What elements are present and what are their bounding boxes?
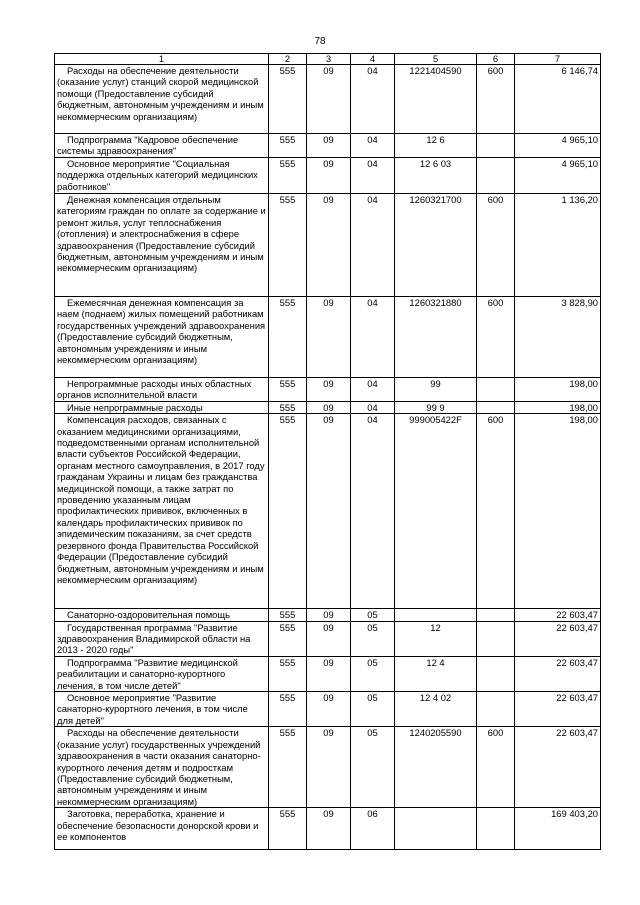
- row-amount-cell: 4 965,10: [515, 134, 601, 158]
- row-expense-type-cell: [477, 378, 515, 402]
- row-target-code-cell: [395, 808, 477, 850]
- column-header: 4: [351, 54, 395, 65]
- row-section-cell: 09: [307, 808, 351, 850]
- row-target-code-cell: 1240205590: [395, 727, 477, 808]
- row-expense-type-cell: 600: [477, 727, 515, 808]
- column-number-row: [55, 54, 601, 65]
- table-row: [55, 194, 601, 297]
- row-ved-cell: 555: [269, 194, 307, 297]
- row-expense-type-cell: [477, 158, 515, 194]
- row-name-cell: Компенсация расходов, связанных с оказанием медицинскими организациями, подведомственными органам исполнительной власти субъектов Российской Федерации, органам местного самоуправления, в 2017 году гражданам Украины и лицам без гражданства медицинской помощи, а также затрат по проведению указанным лицам профилактических прививок, включенных в календарь профилактических прививок по эпидемическим показаниям, за счет средств резервного фонда Правительства Российской Федерации (Предоставление субсидий бюджетным, автономным учреждениям и иным некоммерческим организациям): [55, 414, 269, 609]
- table-row: [55, 609, 601, 621]
- table-row: [55, 378, 601, 402]
- column-header: 3: [307, 54, 351, 65]
- row-subsection-cell: 04: [351, 297, 395, 378]
- row-subsection-cell: 04: [351, 65, 395, 134]
- row-name-cell: Иные непрограммные расходы: [55, 401, 269, 413]
- row-amount-cell: 6 146,74: [515, 65, 601, 134]
- row-subsection-cell: 06: [351, 808, 395, 850]
- table-row: [55, 65, 601, 134]
- row-section-cell: 09: [307, 134, 351, 158]
- row-subsection-cell: 05: [351, 692, 395, 727]
- row-ved-cell: 555: [269, 656, 307, 691]
- column-header: 2: [269, 54, 307, 65]
- page-number: 78: [314, 36, 326, 47]
- row-amount-cell: 22 603,47: [515, 656, 601, 691]
- row-target-code-cell: 12 6 03: [395, 158, 477, 194]
- row-name-cell: Основное мероприятие "Социальная поддержка отдельных категорий медицинских работников": [55, 158, 269, 194]
- row-expense-type-cell: [477, 808, 515, 850]
- row-ved-cell: 555: [269, 297, 307, 378]
- row-expense-type-cell: 600: [477, 414, 515, 609]
- row-target-code-cell: 1260321700: [395, 194, 477, 297]
- row-expense-type-cell: [477, 134, 515, 158]
- row-ved-cell: 555: [269, 727, 307, 808]
- row-subsection-cell: 05: [351, 656, 395, 691]
- row-expense-type-cell: 600: [477, 65, 515, 134]
- row-name-cell: Подпрограмма "Развитие медицинской реабилитации и санаторно-курортного лечения, в том числе детей": [55, 656, 269, 691]
- row-section-cell: 09: [307, 727, 351, 808]
- row-expense-type-cell: 600: [477, 297, 515, 378]
- row-amount-cell: 22 603,47: [515, 727, 601, 808]
- row-amount-cell: 22 603,47: [515, 621, 601, 656]
- table-row: [55, 727, 601, 808]
- row-subsection-cell: 05: [351, 621, 395, 656]
- row-target-code-cell: 1260321880: [395, 297, 477, 378]
- row-subsection-cell: 05: [351, 727, 395, 808]
- row-section-cell: 09: [307, 378, 351, 402]
- table-row: [55, 621, 601, 656]
- row-name-cell: Непрограммные расходы иных областных органов исполнительной власти: [55, 378, 269, 402]
- row-section-cell: 09: [307, 656, 351, 691]
- row-expense-type-cell: [477, 621, 515, 656]
- row-subsection-cell: 04: [351, 158, 395, 194]
- row-name-cell: Подпрограмма "Кадровое обеспечение системы здравоохранения": [55, 134, 269, 158]
- row-expense-type-cell: [477, 692, 515, 727]
- row-subsection-cell: 04: [351, 194, 395, 297]
- table-row: [55, 808, 601, 850]
- row-ved-cell: 555: [269, 621, 307, 656]
- row-target-code-cell: 99: [395, 378, 477, 402]
- column-header: 5: [395, 54, 477, 65]
- row-target-code-cell: 12: [395, 621, 477, 656]
- row-ved-cell: 555: [269, 609, 307, 621]
- table-row: [55, 656, 601, 691]
- row-name-cell: Заготовка, переработка, хранение и обеспечение безопасности донорской крови и ее компонентов: [55, 808, 269, 850]
- row-ved-cell: 555: [269, 414, 307, 609]
- row-name-cell: Расходы на обеспечение деятельности (оказание услуг) государственных учреждений здравоохранения в части оказания санаторно-курортного лечения детям и подросткам (Предоставление субсидий бюджетным, автономным учреждениям и иным некоммерческим организациям): [55, 727, 269, 808]
- table-row: [55, 297, 601, 378]
- row-amount-cell: 198,00: [515, 378, 601, 402]
- row-amount-cell: 198,00: [515, 401, 601, 413]
- row-subsection-cell: 04: [351, 134, 395, 158]
- row-expense-type-cell: 600: [477, 194, 515, 297]
- budget-table: [54, 53, 601, 850]
- column-header: 6: [477, 54, 515, 65]
- row-amount-cell: 198,00: [515, 414, 601, 609]
- row-amount-cell: 4 965,10: [515, 158, 601, 194]
- row-section-cell: 09: [307, 692, 351, 727]
- row-target-code-cell: 1221404590: [395, 65, 477, 134]
- row-section-cell: 09: [307, 65, 351, 134]
- row-target-code-cell: 12 4 02: [395, 692, 477, 727]
- row-amount-cell: 169 403,20: [515, 808, 601, 850]
- row-expense-type-cell: [477, 401, 515, 413]
- row-ved-cell: 555: [269, 158, 307, 194]
- row-amount-cell: 22 603,47: [515, 692, 601, 727]
- row-name-cell: Государственная программа "Развитие здравоохранения Владимирской области на 2013 - 2020 годы": [55, 621, 269, 656]
- row-ved-cell: 555: [269, 808, 307, 850]
- row-target-code-cell: 12 4: [395, 656, 477, 691]
- row-name-cell: Расходы на обеспечение деятельности (оказание услуг) станций скорой медицинской помощи (Предоставление субсидий бюджетным, автономным учреждениям и иным некоммерческим организациям): [55, 65, 269, 134]
- row-section-cell: 09: [307, 609, 351, 621]
- column-header: 7: [515, 54, 601, 65]
- table-row: [55, 692, 601, 727]
- row-section-cell: 09: [307, 158, 351, 194]
- row-section-cell: 09: [307, 621, 351, 656]
- row-target-code-cell: 99 9: [395, 401, 477, 413]
- table-row: [55, 158, 601, 194]
- row-name-cell: Ежемесячная денежная компенсация за наем (поднаем) жилых помещений работникам государственных учреждений здравоохранения (Предоставление субсидий бюджетным, автономным учреждениям и иным некоммерческим организациям): [55, 297, 269, 378]
- row-subsection-cell: 04: [351, 414, 395, 609]
- row-name-cell: Основное мероприятие "Развитие санаторно-курортного лечения, в том числе для детей": [55, 692, 269, 727]
- row-target-code-cell: [395, 609, 477, 621]
- row-ved-cell: 555: [269, 134, 307, 158]
- row-amount-cell: 3 828,90: [515, 297, 601, 378]
- row-ved-cell: 555: [269, 65, 307, 134]
- row-ved-cell: 555: [269, 401, 307, 413]
- row-section-cell: 09: [307, 414, 351, 609]
- row-name-cell: Денежная компенсация отдельным категориям граждан по оплате за содержание и ремонт жилья, услуг теплоснабжения (отопления) и электроснабжения в сфере здравоохранения (Предоставление субсидий бюджетным, автономным учреждениям и иным некоммерческим организациям): [55, 194, 269, 297]
- row-name-cell: Санаторно-оздоровительная помощь: [55, 609, 269, 621]
- row-subsection-cell: 04: [351, 378, 395, 402]
- row-section-cell: 09: [307, 401, 351, 413]
- table-row: [55, 414, 601, 609]
- row-amount-cell: 1 136,20: [515, 194, 601, 297]
- row-subsection-cell: 04: [351, 401, 395, 413]
- row-section-cell: 09: [307, 194, 351, 297]
- table-row: [55, 401, 601, 413]
- row-expense-type-cell: [477, 656, 515, 691]
- row-expense-type-cell: [477, 609, 515, 621]
- row-subsection-cell: 05: [351, 609, 395, 621]
- row-ved-cell: 555: [269, 692, 307, 727]
- row-section-cell: 09: [307, 297, 351, 378]
- table-row: [55, 134, 601, 158]
- row-target-code-cell: 999005422F: [395, 414, 477, 609]
- row-ved-cell: 555: [269, 378, 307, 402]
- row-amount-cell: 22 603,47: [515, 609, 601, 621]
- row-target-code-cell: 12 6: [395, 134, 477, 158]
- column-header: 1: [55, 54, 269, 65]
